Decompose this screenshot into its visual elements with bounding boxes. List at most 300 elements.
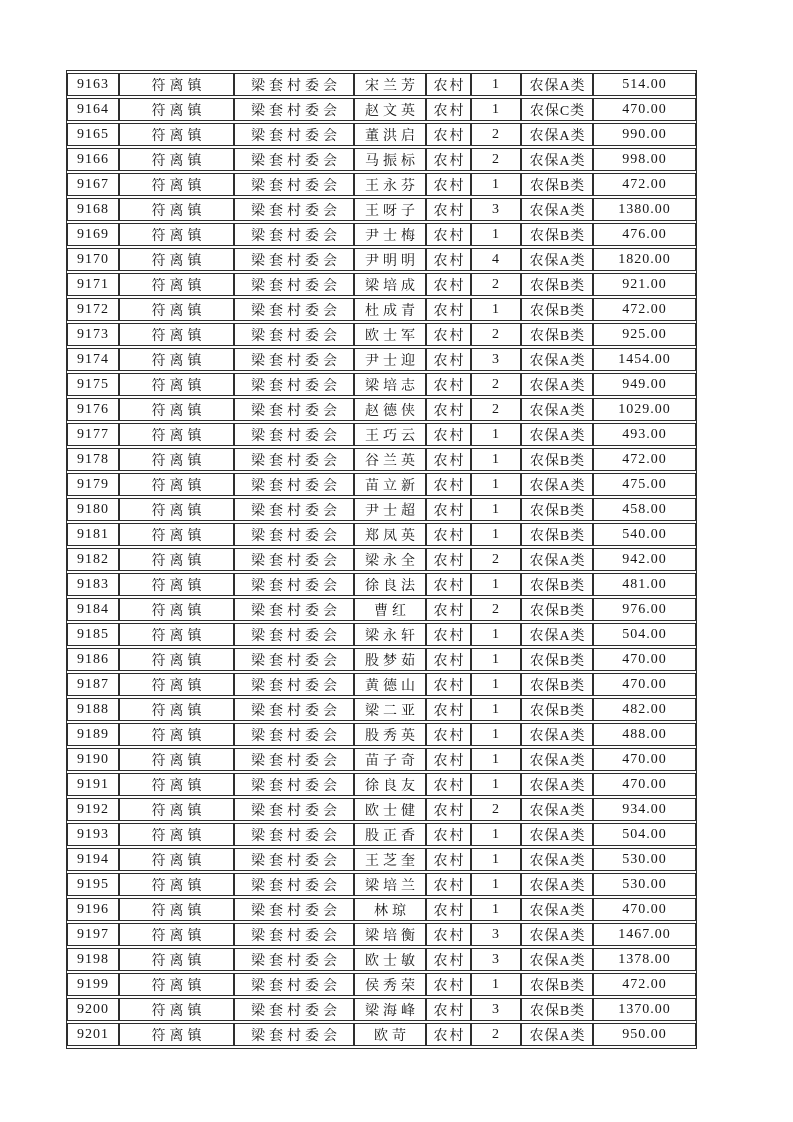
cell-amount: 950.00 — [593, 1023, 696, 1046]
cell-town: 符离镇 — [119, 398, 234, 421]
cell-type: 农保A类 — [521, 148, 593, 171]
cell-count: 2 — [471, 398, 521, 421]
cell-village: 梁套村委会 — [234, 148, 354, 171]
cell-village: 梁套村委会 — [234, 748, 354, 771]
cell-residence: 农村 — [426, 973, 471, 996]
cell-residence: 农村 — [426, 448, 471, 471]
cell-type: 农保A类 — [521, 848, 593, 871]
cell-count: 2 — [471, 1023, 521, 1046]
cell-serial: 9165 — [67, 123, 119, 146]
cell-amount: 530.00 — [593, 873, 696, 896]
cell-serial: 9178 — [67, 448, 119, 471]
cell-village: 梁套村委会 — [234, 423, 354, 446]
cell-name: 杜成青 — [354, 298, 426, 321]
cell-count: 1 — [471, 448, 521, 471]
cell-amount: 990.00 — [593, 123, 696, 146]
cell-name: 尹士梅 — [354, 223, 426, 246]
cell-village: 梁套村委会 — [234, 923, 354, 946]
cell-count: 3 — [471, 198, 521, 221]
cell-town: 符离镇 — [119, 623, 234, 646]
cell-village: 梁套村委会 — [234, 1023, 354, 1046]
cell-town: 符离镇 — [119, 123, 234, 146]
cell-name: 王永芬 — [354, 173, 426, 196]
cell-town: 符离镇 — [119, 348, 234, 371]
cell-amount: 942.00 — [593, 548, 696, 571]
cell-serial: 9201 — [67, 1023, 119, 1046]
table-row — [67, 473, 696, 496]
cell-village: 梁套村委会 — [234, 323, 354, 346]
cell-residence: 农村 — [426, 298, 471, 321]
cell-town: 符离镇 — [119, 873, 234, 896]
cell-amount: 530.00 — [593, 848, 696, 871]
cell-town: 符离镇 — [119, 173, 234, 196]
cell-count: 1 — [471, 698, 521, 721]
table-row — [67, 698, 696, 721]
cell-name: 王芝奎 — [354, 848, 426, 871]
cell-name: 王巧云 — [354, 423, 426, 446]
cell-serial: 9186 — [67, 648, 119, 671]
cell-residence: 农村 — [426, 98, 471, 121]
cell-town: 符离镇 — [119, 948, 234, 971]
cell-type: 农保B类 — [521, 998, 593, 1021]
cell-serial: 9167 — [67, 173, 119, 196]
cell-serial: 9180 — [67, 498, 119, 521]
table-row — [67, 1023, 696, 1046]
cell-type: 农保A类 — [521, 423, 593, 446]
cell-village: 梁套村委会 — [234, 473, 354, 496]
cell-residence: 农村 — [426, 798, 471, 821]
cell-village: 梁套村委会 — [234, 198, 354, 221]
cell-amount: 493.00 — [593, 423, 696, 446]
cell-town: 符离镇 — [119, 323, 234, 346]
cell-residence: 农村 — [426, 998, 471, 1021]
cell-count: 1 — [471, 423, 521, 446]
cell-count: 2 — [471, 323, 521, 346]
cell-amount: 472.00 — [593, 448, 696, 471]
cell-serial: 9185 — [67, 623, 119, 646]
cell-type: 农保A类 — [521, 923, 593, 946]
cell-count: 3 — [471, 923, 521, 946]
table-row — [67, 423, 696, 446]
cell-name: 尹士迎 — [354, 348, 426, 371]
cell-village: 梁套村委会 — [234, 348, 354, 371]
table-row — [67, 73, 696, 96]
cell-name: 股正香 — [354, 823, 426, 846]
cell-village: 梁套村委会 — [234, 998, 354, 1021]
cell-name: 欧士健 — [354, 798, 426, 821]
cell-serial: 9170 — [67, 248, 119, 271]
cell-type: 农保A类 — [521, 898, 593, 921]
cell-amount: 1820.00 — [593, 248, 696, 271]
cell-amount: 1378.00 — [593, 948, 696, 971]
cell-amount: 472.00 — [593, 173, 696, 196]
cell-village: 梁套村委会 — [234, 248, 354, 271]
cell-village: 梁套村委会 — [234, 73, 354, 96]
table-row — [67, 198, 696, 221]
cell-serial: 9172 — [67, 298, 119, 321]
table-row — [67, 123, 696, 146]
cell-name: 徐良法 — [354, 573, 426, 596]
cell-town: 符离镇 — [119, 573, 234, 596]
cell-count: 3 — [471, 348, 521, 371]
cell-type: 农保A类 — [521, 398, 593, 421]
cell-residence: 农村 — [426, 698, 471, 721]
cell-village: 梁套村委会 — [234, 98, 354, 121]
table-row — [67, 323, 696, 346]
cell-name: 梁永轩 — [354, 623, 426, 646]
cell-serial: 9171 — [67, 273, 119, 296]
table-row — [67, 773, 696, 796]
cell-serial: 9168 — [67, 198, 119, 221]
cell-count: 1 — [471, 648, 521, 671]
cell-serial: 9183 — [67, 573, 119, 596]
cell-residence: 农村 — [426, 648, 471, 671]
cell-village: 梁套村委会 — [234, 598, 354, 621]
cell-serial: 9166 — [67, 148, 119, 171]
cell-name: 林琼 — [354, 898, 426, 921]
cell-count: 3 — [471, 948, 521, 971]
cell-name: 苗子奇 — [354, 748, 426, 771]
cell-residence: 农村 — [426, 148, 471, 171]
cell-town: 符离镇 — [119, 298, 234, 321]
table-row — [67, 523, 696, 546]
cell-amount: 1370.00 — [593, 998, 696, 1021]
cell-type: 农保A类 — [521, 123, 593, 146]
cell-amount: 458.00 — [593, 498, 696, 521]
cell-village: 梁套村委会 — [234, 498, 354, 521]
cell-count: 1 — [471, 173, 521, 196]
cell-town: 符离镇 — [119, 248, 234, 271]
cell-type: 农保C类 — [521, 98, 593, 121]
cell-residence: 农村 — [426, 873, 471, 896]
cell-count: 1 — [471, 223, 521, 246]
cell-amount: 470.00 — [593, 748, 696, 771]
cell-amount: 998.00 — [593, 148, 696, 171]
cell-amount: 1454.00 — [593, 348, 696, 371]
cell-town: 符离镇 — [119, 548, 234, 571]
cell-type: 农保A类 — [521, 798, 593, 821]
table-row — [67, 898, 696, 921]
cell-type: 农保B类 — [521, 173, 593, 196]
cell-residence: 农村 — [426, 248, 471, 271]
cell-serial: 9195 — [67, 873, 119, 896]
cell-serial: 9194 — [67, 848, 119, 871]
cell-count: 1 — [471, 523, 521, 546]
cell-amount: 540.00 — [593, 523, 696, 546]
cell-residence: 农村 — [426, 623, 471, 646]
cell-name: 郑凤英 — [354, 523, 426, 546]
cell-residence: 农村 — [426, 173, 471, 196]
cell-name: 王呀子 — [354, 198, 426, 221]
table-row — [67, 673, 696, 696]
cell-serial: 9200 — [67, 998, 119, 1021]
cell-type: 农保A类 — [521, 373, 593, 396]
cell-residence: 农村 — [426, 473, 471, 496]
cell-serial: 9198 — [67, 948, 119, 971]
cell-village: 梁套村委会 — [234, 873, 354, 896]
table-row — [67, 623, 696, 646]
cell-name: 欧苛 — [354, 1023, 426, 1046]
cell-count: 2 — [471, 548, 521, 571]
cell-serial: 9190 — [67, 748, 119, 771]
table-row — [67, 923, 696, 946]
cell-town: 符离镇 — [119, 848, 234, 871]
cell-name: 谷兰英 — [354, 448, 426, 471]
cell-serial: 9196 — [67, 898, 119, 921]
cell-count: 3 — [471, 998, 521, 1021]
cell-count: 1 — [471, 848, 521, 871]
cell-type: 农保A类 — [521, 548, 593, 571]
cell-town: 符离镇 — [119, 598, 234, 621]
cell-amount: 504.00 — [593, 823, 696, 846]
cell-town: 符离镇 — [119, 998, 234, 1021]
cell-village: 梁套村委会 — [234, 898, 354, 921]
cell-amount: 976.00 — [593, 598, 696, 621]
cell-serial: 9193 — [67, 823, 119, 846]
cell-amount: 504.00 — [593, 623, 696, 646]
cell-village: 梁套村委会 — [234, 798, 354, 821]
cell-count: 1 — [471, 73, 521, 96]
cell-town: 符离镇 — [119, 373, 234, 396]
cell-village: 梁套村委会 — [234, 848, 354, 871]
cell-residence: 农村 — [426, 923, 471, 946]
cell-amount: 470.00 — [593, 98, 696, 121]
cell-count: 2 — [471, 598, 521, 621]
cell-serial: 9173 — [67, 323, 119, 346]
cell-town: 符离镇 — [119, 973, 234, 996]
cell-count: 1 — [471, 873, 521, 896]
cell-type: 农保A类 — [521, 623, 593, 646]
cell-town: 符离镇 — [119, 498, 234, 521]
cell-serial: 9182 — [67, 548, 119, 571]
cell-residence: 农村 — [426, 373, 471, 396]
cell-count: 2 — [471, 373, 521, 396]
cell-count: 1 — [471, 673, 521, 696]
cell-serial: 9163 — [67, 73, 119, 96]
table-row — [67, 573, 696, 596]
cell-name: 梁二亚 — [354, 698, 426, 721]
table-row — [67, 173, 696, 196]
cell-amount: 472.00 — [593, 298, 696, 321]
cell-name: 徐良友 — [354, 773, 426, 796]
cell-village: 梁套村委会 — [234, 973, 354, 996]
cell-name: 梁永全 — [354, 548, 426, 571]
cell-amount: 1380.00 — [593, 198, 696, 221]
cell-village: 梁套村委会 — [234, 298, 354, 321]
table-row — [67, 98, 696, 121]
cell-amount: 470.00 — [593, 898, 696, 921]
cell-type: 农保B类 — [521, 598, 593, 621]
cell-type: 农保B类 — [521, 698, 593, 721]
cell-type: 农保A类 — [521, 823, 593, 846]
cell-name: 宋兰芳 — [354, 73, 426, 96]
cell-type: 农保B类 — [521, 648, 593, 671]
cell-amount: 934.00 — [593, 798, 696, 821]
cell-count: 2 — [471, 123, 521, 146]
cell-serial: 9197 — [67, 923, 119, 946]
table-row — [67, 273, 696, 296]
cell-amount: 949.00 — [593, 373, 696, 396]
cell-type: 农保B类 — [521, 223, 593, 246]
cell-count: 1 — [471, 773, 521, 796]
cell-village: 梁套村委会 — [234, 573, 354, 596]
cell-count: 1 — [471, 623, 521, 646]
cell-type: 农保B类 — [521, 298, 593, 321]
cell-type: 农保B类 — [521, 498, 593, 521]
table-row — [67, 598, 696, 621]
cell-town: 符离镇 — [119, 673, 234, 696]
cell-name: 梁培志 — [354, 373, 426, 396]
cell-town: 符离镇 — [119, 923, 234, 946]
cell-type: 农保B类 — [521, 673, 593, 696]
cell-village: 梁套村委会 — [234, 398, 354, 421]
cell-type: 农保A类 — [521, 948, 593, 971]
cell-residence: 农村 — [426, 1023, 471, 1046]
table-row — [67, 798, 696, 821]
cell-residence: 农村 — [426, 348, 471, 371]
cell-village: 梁套村委会 — [234, 223, 354, 246]
cell-count: 1 — [471, 473, 521, 496]
cell-town: 符离镇 — [119, 148, 234, 171]
cell-count: 2 — [471, 148, 521, 171]
cell-village: 梁套村委会 — [234, 673, 354, 696]
table-row — [67, 498, 696, 521]
cell-type: 农保B类 — [521, 973, 593, 996]
cell-type: 农保B类 — [521, 448, 593, 471]
cell-count: 1 — [471, 298, 521, 321]
cell-amount: 488.00 — [593, 723, 696, 746]
cell-village: 梁套村委会 — [234, 648, 354, 671]
cell-residence: 农村 — [426, 948, 471, 971]
cell-serial: 9174 — [67, 348, 119, 371]
cell-residence: 农村 — [426, 723, 471, 746]
cell-serial: 9177 — [67, 423, 119, 446]
cell-residence: 农村 — [426, 548, 471, 571]
cell-residence: 农村 — [426, 673, 471, 696]
cell-type: 农保A类 — [521, 348, 593, 371]
cell-name: 苗立新 — [354, 473, 426, 496]
cell-count: 1 — [471, 973, 521, 996]
cell-town: 符离镇 — [119, 648, 234, 671]
cell-amount: 482.00 — [593, 698, 696, 721]
table-row — [67, 223, 696, 246]
cell-residence: 农村 — [426, 823, 471, 846]
cell-count: 4 — [471, 248, 521, 271]
cell-residence: 农村 — [426, 398, 471, 421]
cell-serial: 9189 — [67, 723, 119, 746]
cell-amount: 1467.00 — [593, 923, 696, 946]
cell-type: 农保A类 — [521, 248, 593, 271]
cell-residence: 农村 — [426, 123, 471, 146]
cell-serial: 9176 — [67, 398, 119, 421]
cell-residence: 农村 — [426, 73, 471, 96]
cell-amount: 475.00 — [593, 473, 696, 496]
cell-town: 符离镇 — [119, 98, 234, 121]
cell-serial: 9192 — [67, 798, 119, 821]
table-row — [67, 823, 696, 846]
table-row — [67, 298, 696, 321]
cell-amount: 514.00 — [593, 73, 696, 96]
cell-type: 农保A类 — [521, 198, 593, 221]
cell-village: 梁套村委会 — [234, 548, 354, 571]
cell-amount: 925.00 — [593, 323, 696, 346]
cell-residence: 农村 — [426, 573, 471, 596]
cell-name: 曹红 — [354, 598, 426, 621]
cell-village: 梁套村委会 — [234, 623, 354, 646]
cell-amount: 470.00 — [593, 773, 696, 796]
cell-town: 符离镇 — [119, 223, 234, 246]
cell-name: 黄德山 — [354, 673, 426, 696]
cell-type: 农保A类 — [521, 473, 593, 496]
cell-town: 符离镇 — [119, 798, 234, 821]
cell-town: 符离镇 — [119, 73, 234, 96]
cell-village: 梁套村委会 — [234, 773, 354, 796]
table-row — [67, 548, 696, 571]
cell-town: 符离镇 — [119, 898, 234, 921]
table-row — [67, 648, 696, 671]
cell-name: 侯秀荣 — [354, 973, 426, 996]
cell-name: 梁培兰 — [354, 873, 426, 896]
cell-residence: 农村 — [426, 898, 471, 921]
table-row — [67, 398, 696, 421]
cell-count: 1 — [471, 898, 521, 921]
cell-town: 符离镇 — [119, 198, 234, 221]
cell-type: 农保B类 — [521, 323, 593, 346]
cell-count: 1 — [471, 823, 521, 846]
cell-village: 梁套村委会 — [234, 123, 354, 146]
cell-type: 农保A类 — [521, 773, 593, 796]
cell-type: 农保A类 — [521, 1023, 593, 1046]
cell-name: 欧士敏 — [354, 948, 426, 971]
cell-residence: 农村 — [426, 323, 471, 346]
cell-village: 梁套村委会 — [234, 523, 354, 546]
cell-type: 农保B类 — [521, 273, 593, 296]
cell-serial: 9169 — [67, 223, 119, 246]
cell-residence: 农村 — [426, 773, 471, 796]
cell-serial: 9175 — [67, 373, 119, 396]
cell-residence: 农村 — [426, 748, 471, 771]
cell-name: 尹明明 — [354, 248, 426, 271]
cell-residence: 农村 — [426, 523, 471, 546]
cell-type: 农保A类 — [521, 73, 593, 96]
cell-name: 梁培衡 — [354, 923, 426, 946]
pension-table-body — [67, 73, 696, 1046]
cell-amount: 921.00 — [593, 273, 696, 296]
table-row — [67, 873, 696, 896]
cell-name: 股梦茹 — [354, 648, 426, 671]
cell-name: 赵文英 — [354, 98, 426, 121]
cell-amount: 481.00 — [593, 573, 696, 596]
cell-name: 马振标 — [354, 148, 426, 171]
table-row — [67, 373, 696, 396]
cell-serial: 9164 — [67, 98, 119, 121]
cell-name: 欧士军 — [354, 323, 426, 346]
table-row — [67, 948, 696, 971]
cell-residence: 农村 — [426, 198, 471, 221]
cell-residence: 农村 — [426, 598, 471, 621]
cell-town: 符离镇 — [119, 1023, 234, 1046]
cell-village: 梁套村委会 — [234, 448, 354, 471]
pension-table — [66, 70, 697, 1049]
cell-type: 农保A类 — [521, 873, 593, 896]
cell-name: 梁海峰 — [354, 998, 426, 1021]
cell-serial: 9199 — [67, 973, 119, 996]
cell-type: 农保B类 — [521, 523, 593, 546]
cell-amount: 470.00 — [593, 648, 696, 671]
cell-village: 梁套村委会 — [234, 698, 354, 721]
cell-town: 符离镇 — [119, 723, 234, 746]
cell-village: 梁套村委会 — [234, 173, 354, 196]
